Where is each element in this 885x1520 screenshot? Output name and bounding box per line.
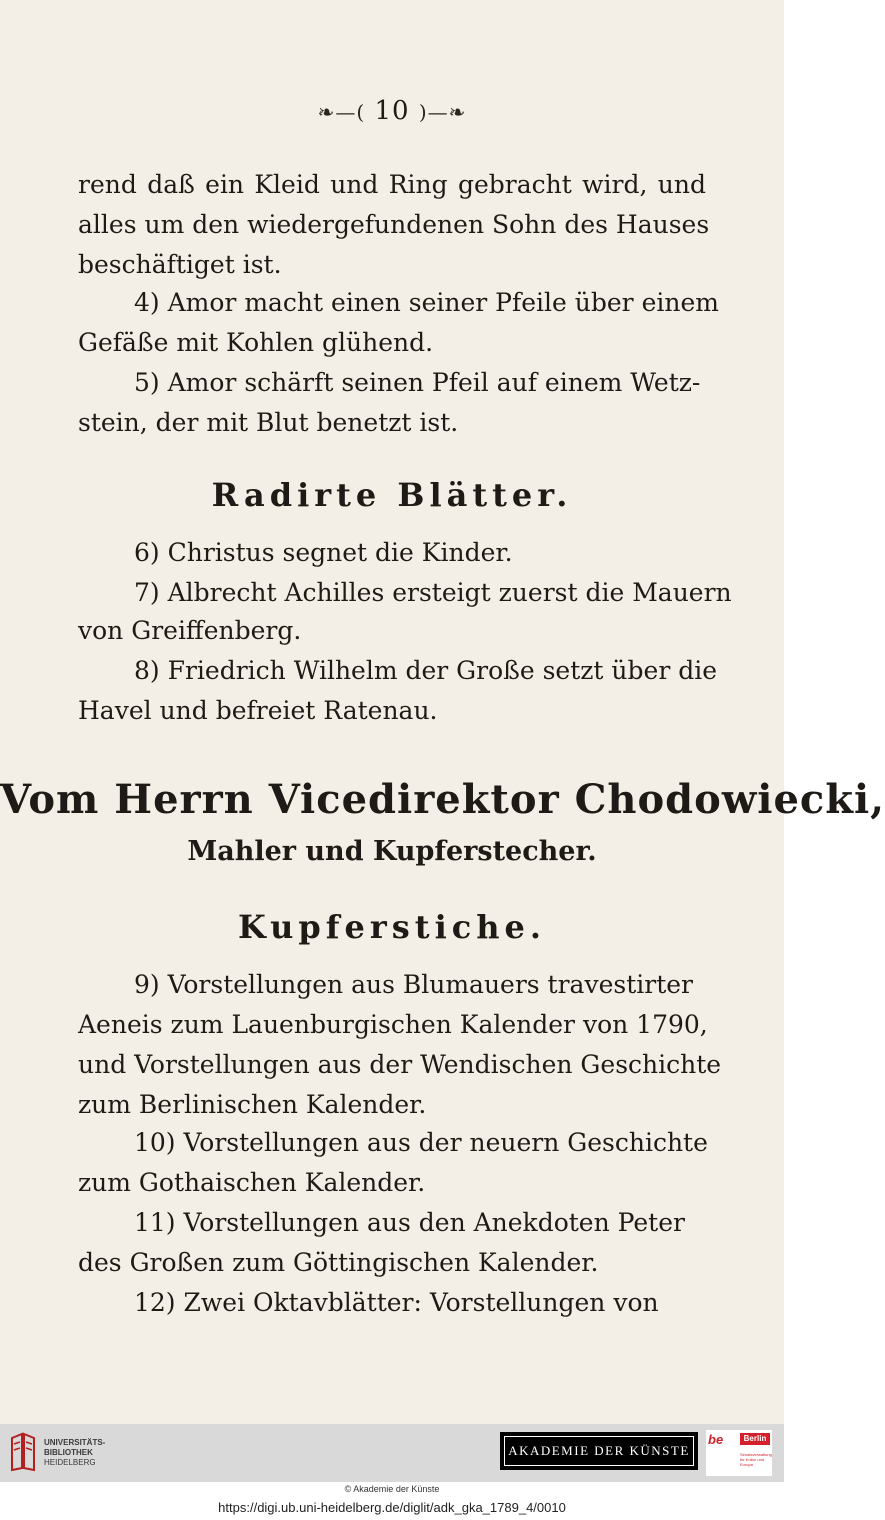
akademie-logo[interactable] [500, 1432, 698, 1470]
section-heading-author: Vom Herrn Vicedirektor Chodowiecki, [0, 776, 885, 823]
text-line: 7) Albrecht Achilles ersteigt zuerst die Mauern [134, 578, 732, 607]
text-line: 4) Amor macht einen seiner Pfeile über einem [134, 288, 719, 317]
text-line: 8) Friedrich Wilhelm der Große setzt über die [134, 656, 718, 685]
text-line: und Vorstellungen aus der Wendischen Geschichte [78, 1050, 722, 1079]
akademie-label: AKADEMIE DER KÜNSTE [504, 1436, 694, 1466]
footer-band [0, 1424, 784, 1482]
berlin-subtitle: Senatsverwaltung für Kultur und Europa [740, 1452, 772, 1467]
text-line: alles um den wiedergefundenen Sohn des Hauses [78, 210, 710, 239]
ub-line: HEIDELBERG [44, 1458, 96, 1467]
section-heading-radirte: Radirte Blätter. [211, 476, 573, 514]
text-line: beschäftiget ist. [78, 250, 282, 279]
text-line: 5) Amor schärft seinen Pfeil auf einem Wetz- [134, 368, 701, 397]
ub-line: BIBLIOTHEK [44, 1448, 93, 1457]
text-line: rend daß ein Kleid und Ring gebracht wird, und [78, 170, 706, 199]
ub-line: UNIVERSITÄTS- [44, 1438, 106, 1447]
text-line: zum Berlinischen Kalender. [78, 1090, 427, 1119]
text-line: Gefäße mit Kohlen glühend. [78, 328, 434, 357]
section-heading-kupferstiche: Kupferstiche. [238, 908, 546, 946]
text-line: zum Gothaischen Kalender. [78, 1168, 426, 1197]
ornament-left: ❧—( [317, 100, 366, 124]
berlin-senate-logo[interactable] [706, 1430, 772, 1476]
text-line: 12) Zwei Oktavblätter: Vorstellungen von [134, 1288, 659, 1317]
ornament-right: )—❧ [418, 100, 467, 124]
text-line: Havel und befreiet Ratenau. [78, 696, 438, 725]
section-subheading-author: Mahler und Kupferstecher. [187, 836, 597, 867]
text-line: Aeneis zum Lauenburgischen Kalender von 1790, [78, 1010, 708, 1039]
text-line: des Großen zum Göttingischen Kalender. [78, 1248, 599, 1277]
berlin-mark: be [708, 1432, 724, 1447]
text-line: 6) Christus segnet die Kinder. [134, 538, 513, 567]
berlin-box: Berlin [740, 1433, 770, 1445]
text-line: stein, der mit Blut benetzt ist. [78, 408, 459, 437]
page-header [0, 96, 784, 126]
page-number: 10 [374, 96, 410, 126]
text-line: 11) Vorstellungen aus den Anekdoten Peter [134, 1208, 685, 1237]
source-url[interactable]: https://digi.ub.uni-heidelberg.de/diglit/adk_gka_1789_4/0010 [218, 1500, 566, 1515]
text-line: von Greiffenberg. [78, 616, 302, 645]
university-library-logo-icon [8, 1432, 38, 1472]
copyright-credit: © Akademie der Künste [344, 1484, 440, 1494]
text-line: 10) Vorstellungen aus der neuern Geschichte [134, 1128, 708, 1157]
text-line: 9) Vorstellungen aus Blumauers travestirter [134, 970, 693, 999]
university-library-name [44, 1438, 105, 1468]
